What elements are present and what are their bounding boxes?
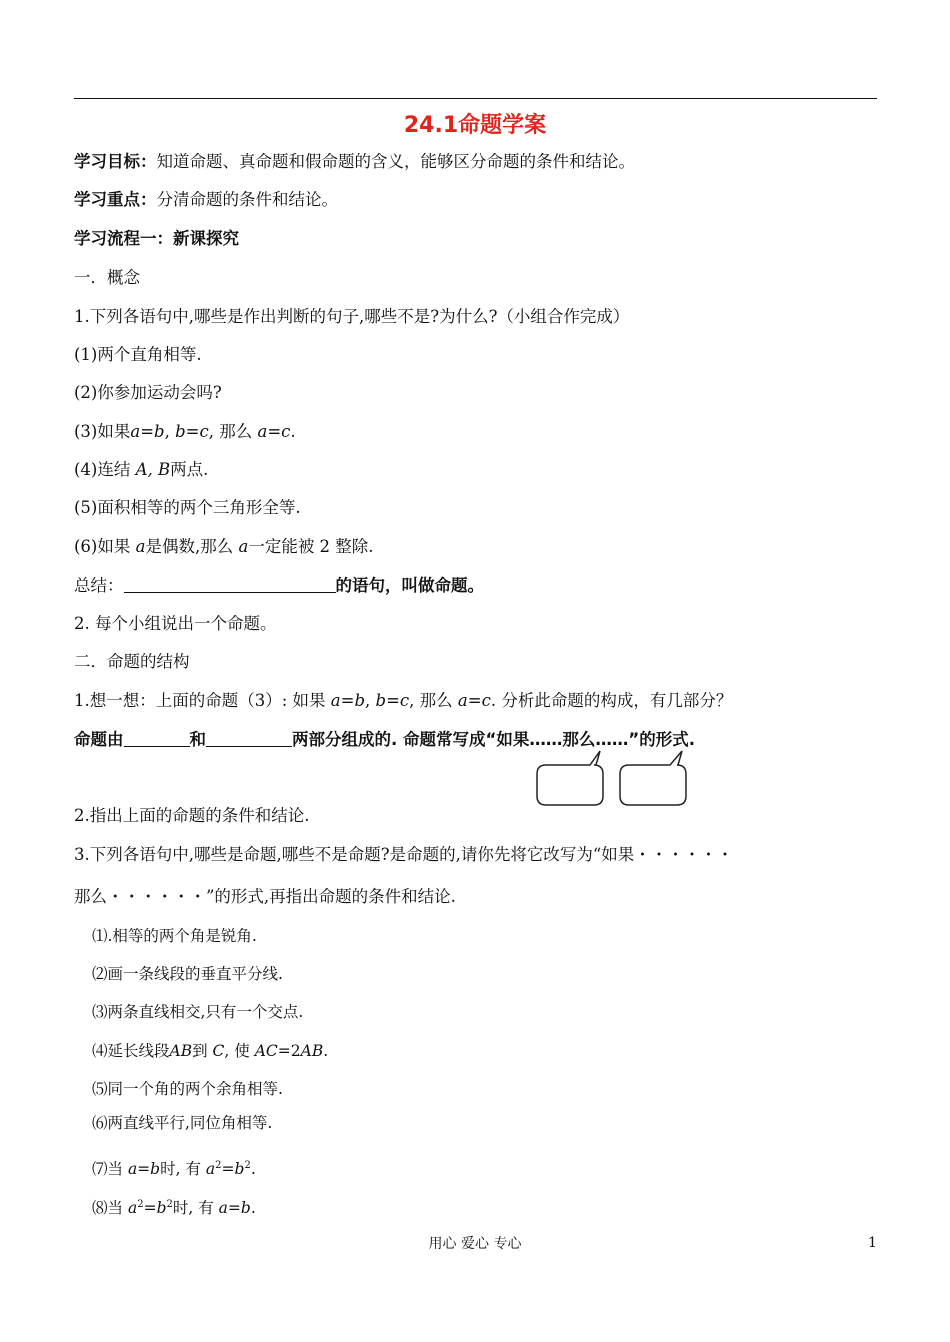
question-3-line2: 那么・・・・・・”的形式,再指出命题的条件和结论. — [74, 887, 456, 906]
conclusion-blank[interactable] — [206, 730, 292, 747]
item-3-5: ⑸同一个角的两个余角相等. — [92, 1080, 283, 1098]
item-1-5: (5)面积相等的两个三角形全等. — [74, 498, 301, 517]
question-3-line1: 3.下列各语句中,哪些是命题,哪些不是命题?是命题的,请你先将它改写为“如果・・・・・・ — [74, 845, 734, 864]
item-1-3: (3)如果a=b, b=c, 那么 a=c. — [74, 422, 296, 441]
question-condition: 2.指出上面的命题的条件和结论. — [74, 806, 310, 825]
page-number: 1 — [868, 1235, 877, 1251]
condition-blank[interactable] — [124, 730, 190, 747]
bubble-left — [537, 751, 603, 805]
section-concept: 一．概念 — [74, 268, 140, 287]
learning-focus — [74, 189, 338, 211]
goal-label: 学习目标： — [74, 152, 157, 171]
header-rule — [74, 98, 877, 99]
bubble-right — [620, 751, 686, 805]
item-1-1: (1)两个直角相等. — [74, 345, 202, 364]
footer-motto: 用心 爱心 专心 — [428, 1236, 522, 1252]
question-1: 1.下列各语句中,哪些是作出判断的句子,哪些不是?为什么?（小组合作完成） — [74, 307, 630, 326]
item-3-4: ⑷延长线段AB到 C, 使 AC=2AB. — [92, 1042, 329, 1060]
summary — [74, 575, 484, 597]
summary-label: 总结： — [74, 576, 124, 595]
structure-line: 命题由 和 两部分组成的. 命题常写成“如果……那么……”的形式. — [74, 730, 695, 749]
summary-blank[interactable] — [124, 576, 336, 593]
summary-tail: 的语句，叫做命题。 — [335, 576, 484, 595]
item-3-8: ⑻当 $a^2=b^2$时, 有 a=b. — [92, 1199, 256, 1218]
think-line: 1.想一想：上面的命题（3）: 如果 a=b, b=c, 那么 a=c. 分析此命题的构成，有几部分？ — [74, 691, 733, 710]
item-3-6: ⑹两直线平行,同位角相等. — [92, 1114, 273, 1132]
section-structure: 二．命题的结构 — [74, 652, 190, 671]
goal-text: 知道命题、真命题和假命题的含义，能够区分命题的条件和结论。 — [156, 152, 635, 171]
question-2: 2. 每个小组说出一个命题。 — [74, 614, 277, 633]
focus-text: 分清命题的条件和结论。 — [156, 190, 338, 209]
item-3-2: ⑵画一条线段的垂直平分线. — [92, 965, 283, 983]
process-heading: 学习流程一：新课探究 — [74, 229, 239, 248]
item-1-6: (6)如果 a是偶数,那么 a一定能被 2 整除. — [74, 537, 374, 556]
page-title: 24.1命题学案 — [403, 113, 547, 138]
item-1-4: (4)连结 A, B两点. — [74, 460, 209, 479]
item-3-1: ⑴.相等的两个角是锐角. — [92, 927, 257, 945]
item-1-2: (2)你参加运动会吗? — [74, 383, 222, 402]
focus-label: 学习重点： — [74, 190, 157, 209]
learning-goal — [74, 151, 635, 173]
speech-bubbles — [530, 745, 700, 810]
item-3-3: ⑶两条直线相交,只有一个交点. — [92, 1003, 304, 1021]
item-3-7: ⑺当 a=b时, 有 $a^2=b^2$. — [92, 1160, 256, 1179]
